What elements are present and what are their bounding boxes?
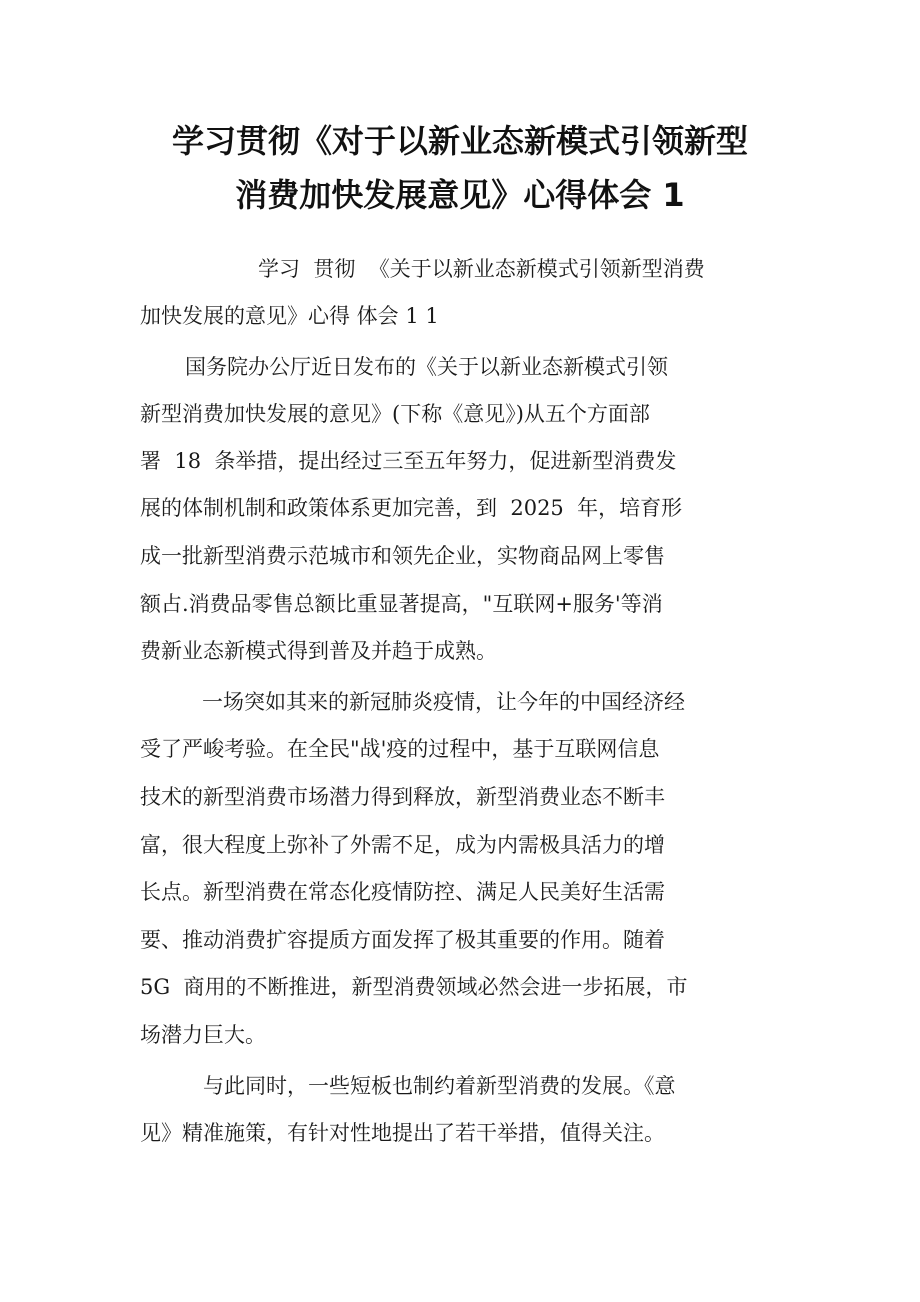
body-line: 一场突如其来的新冠肺炎疫情，让今年的中国经济经 bbox=[202, 690, 685, 714]
document-title-line-1: 学习贯彻《对于以新业态新模式引领新型 bbox=[171, 122, 748, 160]
body-line: 成一批新型消费示范城市和领先企业，实物商品网上零售 bbox=[140, 544, 665, 568]
body-line: 技术的新型消费市场潜力得到释放，新型消费业态不断丰 bbox=[140, 785, 665, 809]
body-line: 额占.消费品零售总额比重显著提高，"互联网+服务'等消 bbox=[140, 592, 663, 616]
body-line: 富，很大程度上弥补了外需不足，成为内需极具活力的增 bbox=[140, 833, 665, 857]
body-line: 新型消费加快发展的意见》(下称《意见》)从五个方面部 bbox=[140, 402, 650, 426]
body-line: 5G 商用的不断推进，新型消费领域必然会进一步拓展，市 bbox=[140, 975, 688, 999]
body-line: 场潜力巨大。 bbox=[140, 1023, 266, 1047]
body-line: 受了严峻考验。在全民"战'疫的过程中，基于互联网信息 bbox=[140, 737, 660, 761]
document-title-line-2: 消费加快发展意见》心得体会 1 bbox=[235, 176, 685, 214]
body-line: 与此同时，一些短板也制约着新型消费的发展。《意 bbox=[203, 1074, 676, 1098]
body-line: 国务院办公厅近日发布的《关于以新业态新模式引领 bbox=[185, 355, 668, 379]
body-line: 署 18 条举措，提出经过三至五年努力，促进新型消费发 bbox=[140, 449, 677, 473]
body-line: 加快发展的意见》心得 体会 1 1 bbox=[140, 304, 439, 328]
body-line: 展的体制机制和政策体系更加完善，到 2025 年，培育形 bbox=[140, 496, 683, 520]
body-line: 长点。新型消费在常态化疫情防控、满足人民美好生活需 bbox=[140, 880, 665, 904]
body-line: 见》精准施策，有针对性地提出了若干举措，值得关注。 bbox=[140, 1121, 665, 1145]
body-line: 学习 贯彻 《关于以新业态新模式引领新型消费 bbox=[258, 257, 705, 281]
body-line: 要、推动消费扩容提质方面发挥了极其重要的作用。随着 bbox=[140, 928, 665, 952]
body-line: 费新业态新模式得到普及并趋于成熟。 bbox=[140, 639, 497, 663]
